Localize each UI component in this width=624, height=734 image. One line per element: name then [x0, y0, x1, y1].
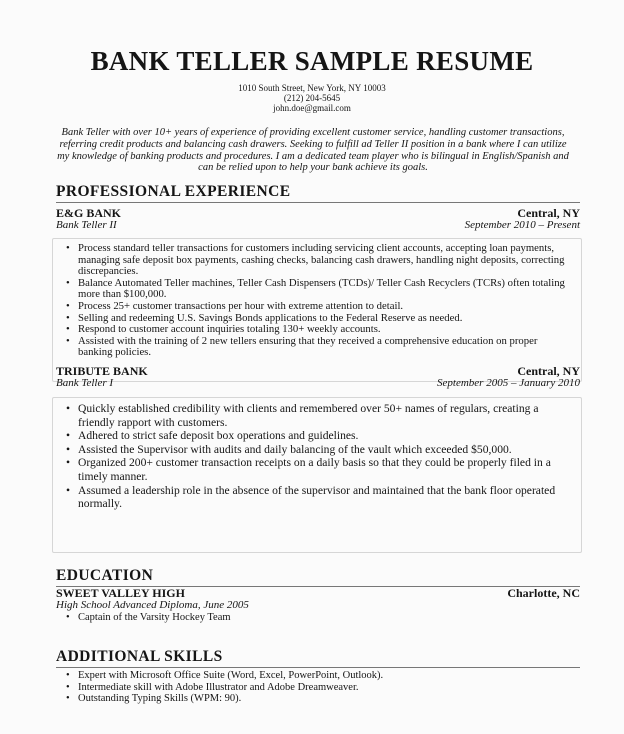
degree: High School Advanced Diploma, June 2005 [56, 599, 249, 611]
school-name: SWEET VALLEY HIGH [56, 586, 185, 600]
job-bullet-list [62, 243, 574, 359]
list-item: • Intermediate skill with Adobe Illustrator and Adobe Dreamweaver. [62, 682, 482, 694]
list-item: • Expert with Microsoft Office Suite (Word, Excel, PowerPoint, Outlook). [62, 670, 482, 682]
list-item: • Process standard teller transactions for customers including servicing client accounts, accepting loan payments, managing safe deposit box payments, cashing checks, balancing cash drawers, handling night deposits, correcting discrepancies. [62, 243, 574, 278]
job-title: Bank Teller II [56, 219, 117, 231]
section-heading-education: EDUCATION [56, 567, 580, 587]
resume-title: BANK TELLER SAMPLE RESUME [90, 46, 534, 76]
list-item: • Quickly established credibility with clients and remembered over 50+ names of regulars, creating a friendly rapport with customers. [62, 402, 574, 429]
section-heading-experience: PROFESSIONAL EXPERIENCE [56, 183, 580, 203]
list-item: • Outstanding Typing Skills (WPM: 90). [62, 693, 482, 705]
summary-paragraph: Bank Teller with over 10+ years of experience of providing excellent customer service, handling customer transactions, referring credit products and balancing cash drawers. Seeking to fulfill ad Teller II position in a bank where I can utilize my knowledge of banking products and procedures. I am a dedicated team player who is bilingual in English/Spanish and can be relied upon to help your bank achieve its goals. [57, 127, 569, 174]
contact-email: john.doe@gmail.com [273, 103, 351, 113]
school-location: Charlotte, NC [507, 586, 580, 600]
section-heading-skills: ADDITIONAL SKILLS [56, 648, 580, 668]
list-item: • Captain of the Varsity Hockey Team [62, 612, 462, 624]
contact-address: 1010 South Street, New York, NY 10003 [238, 83, 386, 93]
job-dates: September 2010 – Present [464, 219, 580, 231]
contact-phone: (212) 204-5645 [283, 93, 341, 103]
job-location: Central, NY [517, 206, 580, 220]
job-dates: September 2005 – January 2010 [437, 377, 580, 389]
list-item: • Organized 200+ customer transaction receipts on a daily basis so that they could be properly filed in a timely manner. [62, 456, 574, 483]
list-item: • Process 25+ customer transactions per hour with extreme attention to detail. [62, 301, 574, 313]
job-location: Central, NY [517, 364, 580, 378]
job-company: E&G BANK [56, 206, 122, 220]
list-item: • Assisted the Supervisor with audits and daily balancing of the vault which exceeded $50,000. [62, 443, 574, 457]
list-item: • Respond to customer account inquiries totaling 130+ weekly accounts. [62, 324, 574, 336]
list-item: • Assumed a leadership role in the absence of the supervisor and maintained that the bank floor operated normally. [62, 484, 574, 511]
list-item: • Selling and redeeming U.S. Savings Bonds applications to the Federal Reserve as needed. [62, 313, 574, 325]
education-bullet-list [62, 612, 462, 624]
skills-list [62, 670, 482, 705]
job-company: TRIBUTE BANK [56, 364, 148, 378]
job-title: Bank Teller I [56, 377, 114, 389]
list-item: • Assisted with the training of 2 new tellers ensuring that they received a comprehensive education on proper banking policies. [62, 336, 574, 359]
job-bullet-list [62, 402, 574, 511]
list-item: • Balance Automated Teller machines, Teller Cash Dispensers (TCDs)/ Teller Cash Recyclers (TCRs) often totaling more than $100,000. [62, 278, 574, 301]
list-item: • Adhered to strict safe deposit box operations and guidelines. [62, 429, 574, 443]
